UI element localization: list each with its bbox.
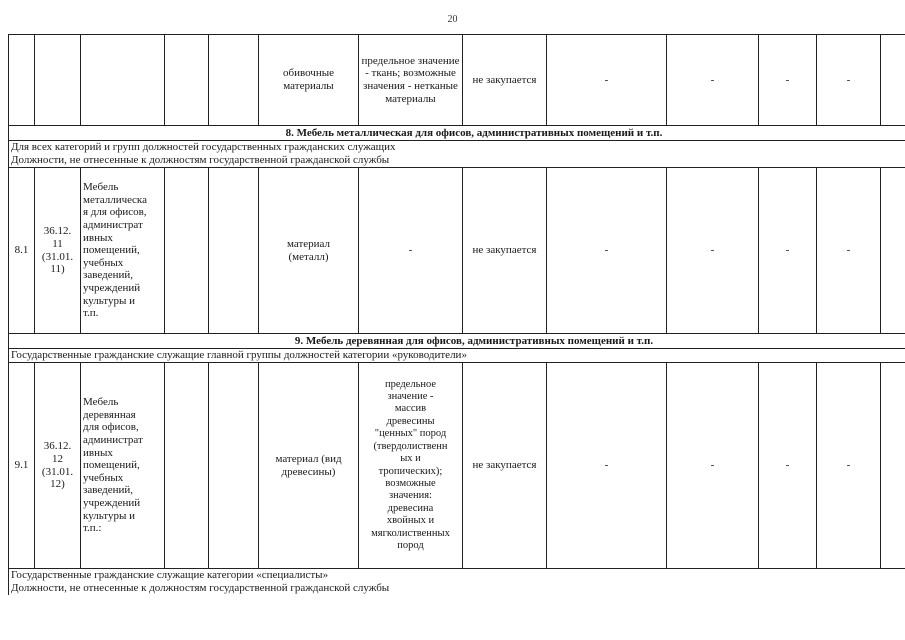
dash-cell: - bbox=[547, 363, 667, 569]
value-cell: предельное значение - ткань; возможные значения - нетканые материалы bbox=[359, 35, 463, 126]
dash-cell: - bbox=[667, 363, 759, 569]
section-9-category: Государственные гражданские служащие главной группы должностей категории «руководители» bbox=[9, 349, 905, 363]
row-number: 8.1 bbox=[9, 168, 35, 334]
procurement-table bbox=[8, 34, 905, 595]
dash-cell: - bbox=[817, 363, 881, 569]
item-name: Мебель металличеcка я для офисов, администрат ивных помещений, учебных заведений, учреждений культуры и т.п. bbox=[81, 168, 165, 334]
dash-cell: - bbox=[547, 35, 667, 126]
section-9-footer-1: Государственные гражданские служащие категории «специалисты» bbox=[9, 569, 905, 583]
dash-cell: - bbox=[759, 363, 817, 569]
dash-cell: - bbox=[759, 168, 817, 334]
dash-cell: - bbox=[547, 168, 667, 334]
dash-cell: - bbox=[667, 168, 759, 334]
value-cell: предельное значение - массив древесины "ценных" пород (твердолиственн ых и тропических); возможные значения: древесина хвойных и мягколиственных пород bbox=[359, 363, 463, 569]
dash-cell: - bbox=[817, 168, 881, 334]
section-8-category-1: Для всех категорий и групп должностей государственных гражданских служащих bbox=[9, 141, 905, 155]
characteristic-cell: обивочные материалы bbox=[259, 35, 359, 126]
characteristic-cell: материал (вид древесины) bbox=[259, 363, 359, 569]
table-row-continuation bbox=[9, 35, 905, 126]
dash-cell: - bbox=[759, 35, 817, 126]
note-cell: не закупается bbox=[463, 35, 547, 126]
table-row-9-1 bbox=[9, 363, 905, 569]
dash-cell: - bbox=[667, 35, 759, 126]
section-8-title: 8. Мебель металлическая для офисов, административных помещений и т.п. bbox=[9, 126, 905, 141]
row-number: 9.1 bbox=[9, 363, 35, 569]
page-number: 20 bbox=[447, 14, 458, 25]
category-row bbox=[9, 141, 905, 155]
note-cell: не закупается bbox=[463, 168, 547, 334]
section-9-footer-2: Должности, не отнесенные к должностям государственной гражданской службы bbox=[9, 582, 905, 595]
section-8-category-2: Должности, не отнесенные к должностям государственной гражданской службы bbox=[9, 154, 905, 168]
dash-cell: - bbox=[817, 35, 881, 126]
table-row-8-1 bbox=[9, 168, 905, 334]
item-name: Мебель деревянная для офисов, администрат ивных помещений, учебных заведений, учреждений культуры и т.п.: bbox=[81, 363, 165, 569]
category-row bbox=[9, 569, 905, 583]
category-row bbox=[9, 349, 905, 363]
category-row bbox=[9, 582, 905, 595]
okpd-code: 36.12. 12 (31.01. 12) bbox=[35, 363, 81, 569]
note-cell: не закупается bbox=[463, 363, 547, 569]
category-row bbox=[9, 154, 905, 168]
okpd-code: 36.12. 11 (31.01. 11) bbox=[35, 168, 81, 334]
value-cell: - bbox=[359, 168, 463, 334]
section-9-title: 9. Мебель деревянная для офисов, административных помещений и т.п. bbox=[9, 334, 905, 349]
section-header-row bbox=[9, 334, 905, 349]
section-header-row bbox=[9, 126, 905, 141]
characteristic-cell: материал (металл) bbox=[259, 168, 359, 334]
